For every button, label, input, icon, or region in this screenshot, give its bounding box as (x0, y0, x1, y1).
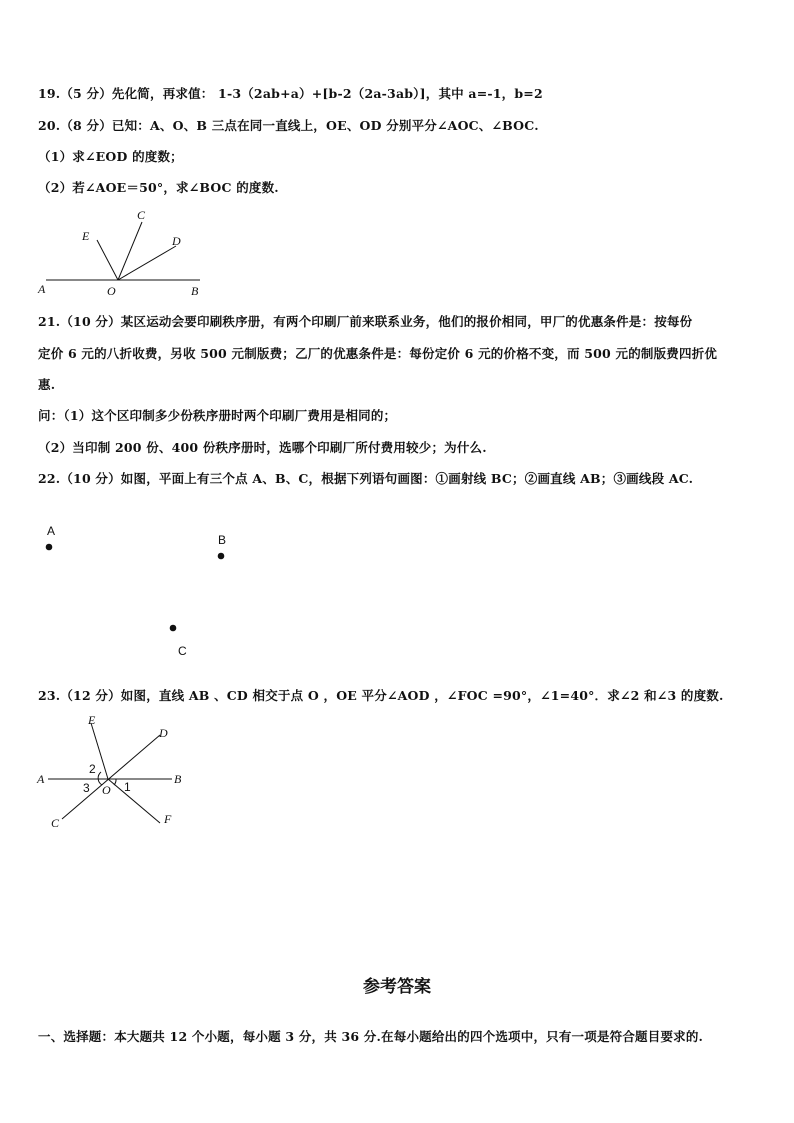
angle-arc-1 (114, 779, 116, 785)
question-20-part-1: （1）求∠EOD 的度数； (38, 149, 183, 164)
angle-label-2: 2 (89, 762, 96, 776)
label-F: F (164, 812, 172, 826)
ray-OF (108, 779, 160, 823)
label-O: O (102, 783, 111, 797)
angle-label-3: 3 (83, 781, 90, 795)
question-21-line-3: 惠. (38, 377, 56, 392)
question-22-stem: 22.（10 分）如图，平面上有三个点 A、B、C，根据下列语句画图：①画射线 BC；②画直线 AB；③画线段 AC. (38, 471, 694, 486)
label-B: B (191, 284, 199, 298)
label-B: B (218, 533, 227, 547)
angle-label-1: 1 (124, 780, 131, 794)
question-23-stem: 23.（12 分）如图，直线 AB 、CD 相交于点 O ，OE 平分∠AOD ，∠FOC =90°，∠1=40°．求∠2 和∠3 的度数. (38, 688, 724, 703)
question-20-figure (30, 200, 220, 300)
label-A: A (38, 282, 46, 296)
answers-heading: 参考答案 (363, 977, 431, 997)
question-22-figure (30, 518, 250, 668)
ray-OC (118, 222, 142, 280)
question-20-part-2: （2）若∠AOE＝50°，求∠BOC 的度数. (38, 180, 279, 195)
line-CD (62, 735, 160, 819)
point-B (218, 553, 225, 560)
label-D: D (172, 234, 181, 248)
question-19: 19.（5 分）先化简，再求值： 1-3（2ab+a）+[b-2（2a-3ab）]，其中 a=-1，b=2 (38, 86, 543, 101)
question-20-stem: 20.（8 分）已知：A、O、B 三点在同一直线上，OE、OD 分别平分∠AOC、∠BOC. (38, 118, 539, 133)
label-D: D (159, 726, 168, 740)
label-C: C (51, 816, 60, 830)
label-B: B (174, 772, 182, 786)
question-21-part-1: 问：（1）这个区印制多少份秩序册时两个印刷厂费用是相同的； (38, 408, 397, 423)
question-23-figure (30, 712, 190, 834)
section-1-instructions: 一、选择题：本大题共 12 个小题，每小题 3 分，共 36 分.在每小题给出的四个选项中，只有一项是符合题目要求的. (38, 1029, 704, 1044)
label-E: E (88, 713, 96, 727)
point-C (170, 625, 177, 632)
ray-OE (97, 240, 118, 280)
label-C: C (178, 644, 187, 658)
question-21-line-2: 定价 6 元的八折收费，另收 500 元制版费；乙厂的优惠条件是：每份定价 6 元的价格不变，而 500 元的制版费四折优 (38, 346, 718, 361)
ray-OD (118, 246, 176, 280)
point-A (46, 544, 53, 551)
question-21-part-2: （2）当印制 200 份、400 份秩序册时，选哪个印刷厂所付费用较少；为什么. (38, 440, 487, 455)
label-A: A (37, 772, 45, 786)
label-A: A (47, 524, 56, 538)
label-O: O (107, 284, 116, 298)
label-C: C (137, 208, 146, 222)
label-E: E (82, 229, 90, 243)
question-21-line-1: 21.（10 分）某区运动会要印刷秩序册，有两个印刷厂前来联系业务，他们的报价相同，甲厂的优惠条件是：按每份 (38, 314, 693, 329)
